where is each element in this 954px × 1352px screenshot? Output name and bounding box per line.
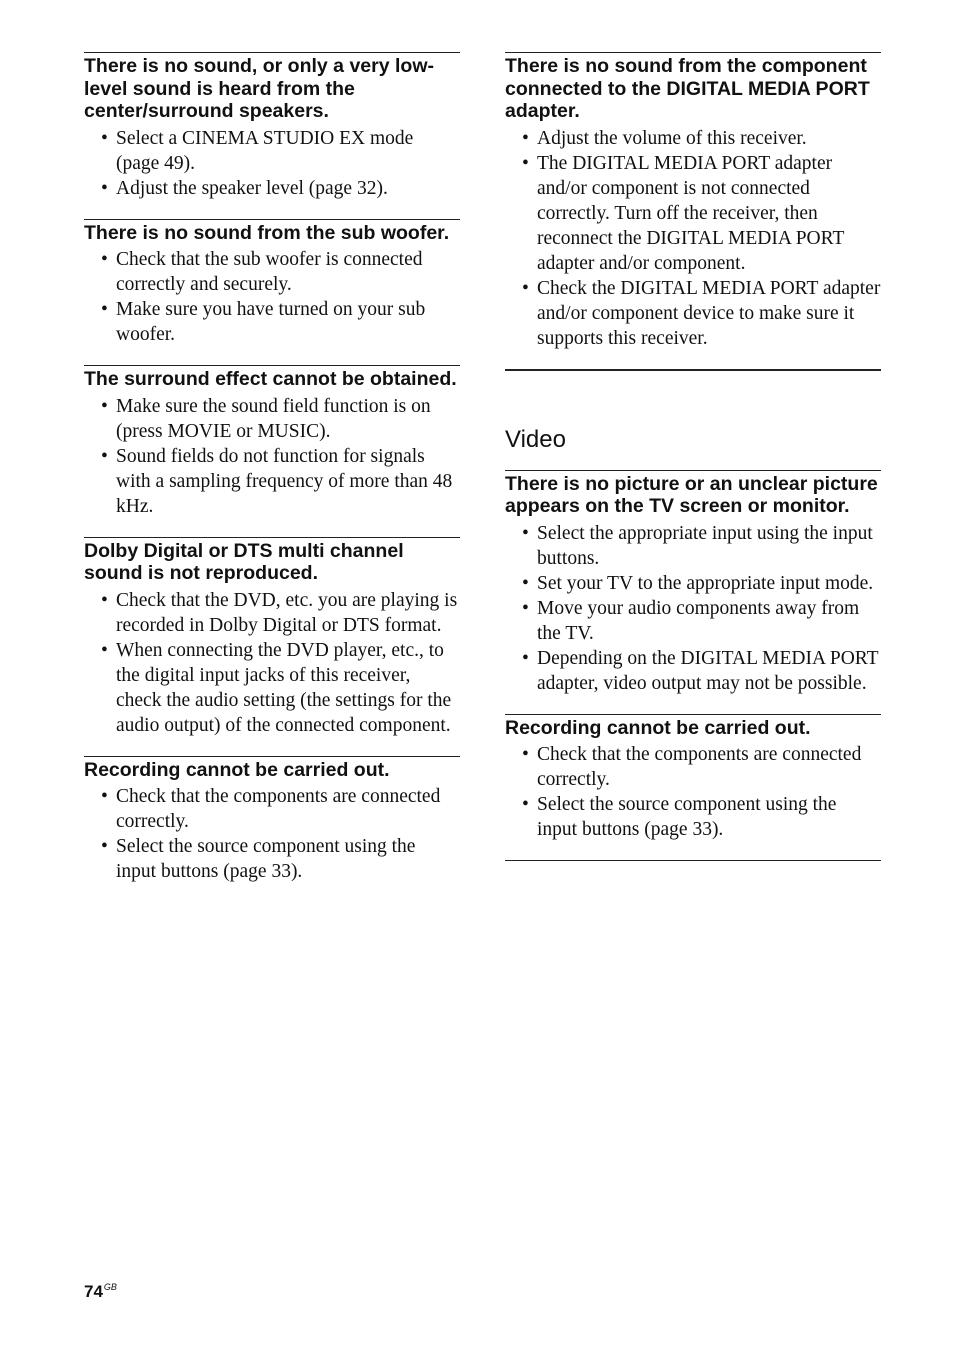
digital-media-port-topics [505,52,881,351]
bullet-icon: • [101,786,108,807]
topic-heading: There is no picture or an unclear picture appears on the TV screen or monitor. [505,472,878,517]
page-number [84,1282,117,1302]
bullet-icon: • [522,522,529,544]
solution-list [84,394,460,519]
troubleshooting-topic [505,52,881,351]
solution-item [84,588,460,638]
bullet-icon: • [101,445,108,467]
solution-item [505,742,881,792]
solution-text: Adjust the volume of this receiver. [537,127,807,149]
solution-text: Move your audio components away from the TV. [537,597,860,644]
bullet-icon: • [101,836,108,857]
solution-item [505,571,881,596]
solution-list [505,521,881,696]
bullet-icon: • [101,127,108,149]
solution-list [84,784,460,884]
bullet-icon: • [522,152,529,174]
topic-heading: The surround effect cannot be obtained. [84,368,457,390]
topic-heading: There is no sound, or only a very low-level sound is heard from the center/surround speakers. [84,55,434,122]
solution-item [84,784,460,834]
solution-text: Select the source component using the input buttons (page 33). [116,836,416,882]
topic-heading: Recording cannot be carried out. [505,716,811,739]
troubleshooting-topic [84,365,460,519]
left-column [84,52,460,902]
solution-text: When connecting the DVD player, etc., to the digital input jacks of this receiver, check the audio setting (the settings for the audio output) of the connected component. [116,639,452,736]
solution-text: Sound fields do not function for signals with a sampling frequency of more than 48 kHz. [116,445,453,517]
solution-text: Make sure you have turned on your sub woofer. [116,299,426,345]
solution-text: Select the appropriate input using the input buttons. [537,522,873,569]
solution-item [84,834,460,884]
bullet-icon: • [101,395,108,417]
troubleshooting-topic [84,537,460,738]
topic-heading: There is no sound from the component connected to the DIGITAL MEDIA PORT adapter. [505,55,870,122]
solution-text: Adjust the speaker level (page 32). [116,177,388,199]
bullet-icon: • [522,744,529,765]
page-number-suffix: GB [103,1282,117,1292]
solution-item [505,126,881,151]
solution-item [505,596,881,646]
end-divider [505,860,881,861]
solution-item [505,646,881,696]
troubleshooting-topic [84,756,460,885]
bullet-icon: • [101,639,108,661]
solution-text: Select a CINEMA STUDIO EX mode (page 49). [116,127,414,174]
solution-text: Check that the DVD, etc. you are playing is recorded in Dolby Digital or DTS format. [116,589,458,636]
solution-text: Depending on the DIGITAL MEDIA PORT adapter, video output may not be possible. [537,647,879,694]
video-topics [505,470,881,843]
bullet-icon: • [101,299,108,320]
bullet-icon: • [522,572,529,594]
solution-text: Make sure the sound field function is on (press MOVIE or MUSIC). [116,395,431,442]
troubleshooting-topic [505,470,881,696]
solution-item [84,126,460,176]
solution-item [505,276,881,351]
solution-text: Check the DIGITAL MEDIA PORT adapter and/or component device to make sure it supports this receiver. [537,277,881,349]
bullet-icon: • [522,277,529,299]
solution-item [505,792,881,842]
solution-text: Check that the components are connected correctly. [116,786,441,832]
troubleshooting-topic [84,219,460,348]
solution-list [84,126,460,201]
bullet-icon: • [522,127,529,149]
bullet-icon: • [101,177,108,199]
video-section-title: Video [505,425,566,453]
bullet-icon: • [101,589,108,611]
solution-item [84,297,460,347]
solution-text: Select the source component using the input buttons (page 33). [537,794,837,840]
solution-item [84,247,460,297]
solution-list [505,742,881,842]
solution-list [84,588,460,738]
solution-text: The DIGITAL MEDIA PORT adapter and/or component is not connected correctly. Turn off the receiver, then reconnect the DIGITAL MEDIA PORT adapter and/or component. [537,152,845,274]
solution-list [84,247,460,347]
right-column [505,52,881,861]
bullet-icon: • [101,249,108,270]
topic-heading: Dolby Digital or DTS multi channel sound is not reproduced. [84,539,404,584]
topic-heading: There is no sound from the sub woofer. [84,221,450,244]
solution-text: Set your TV to the appropriate input mode. [537,572,874,594]
solution-text: Check that the sub woofer is connected correctly and securely. [116,249,423,295]
solution-item [84,638,460,738]
topic-heading: Recording cannot be carried out. [84,758,390,781]
solution-text: Check that the components are connected correctly. [537,744,862,790]
page-number-value: 74 [84,1282,103,1301]
solution-item [505,151,881,276]
bullet-icon: • [522,794,529,815]
solution-item [505,521,881,571]
troubleshooting-topic [505,714,881,843]
solution-item [84,444,460,519]
solution-item [84,176,460,201]
section-divider [505,369,881,371]
bullet-icon: • [522,597,529,619]
solution-item [84,394,460,444]
troubleshooting-topic [84,52,460,201]
bullet-icon: • [522,647,529,669]
solution-list [505,126,881,351]
